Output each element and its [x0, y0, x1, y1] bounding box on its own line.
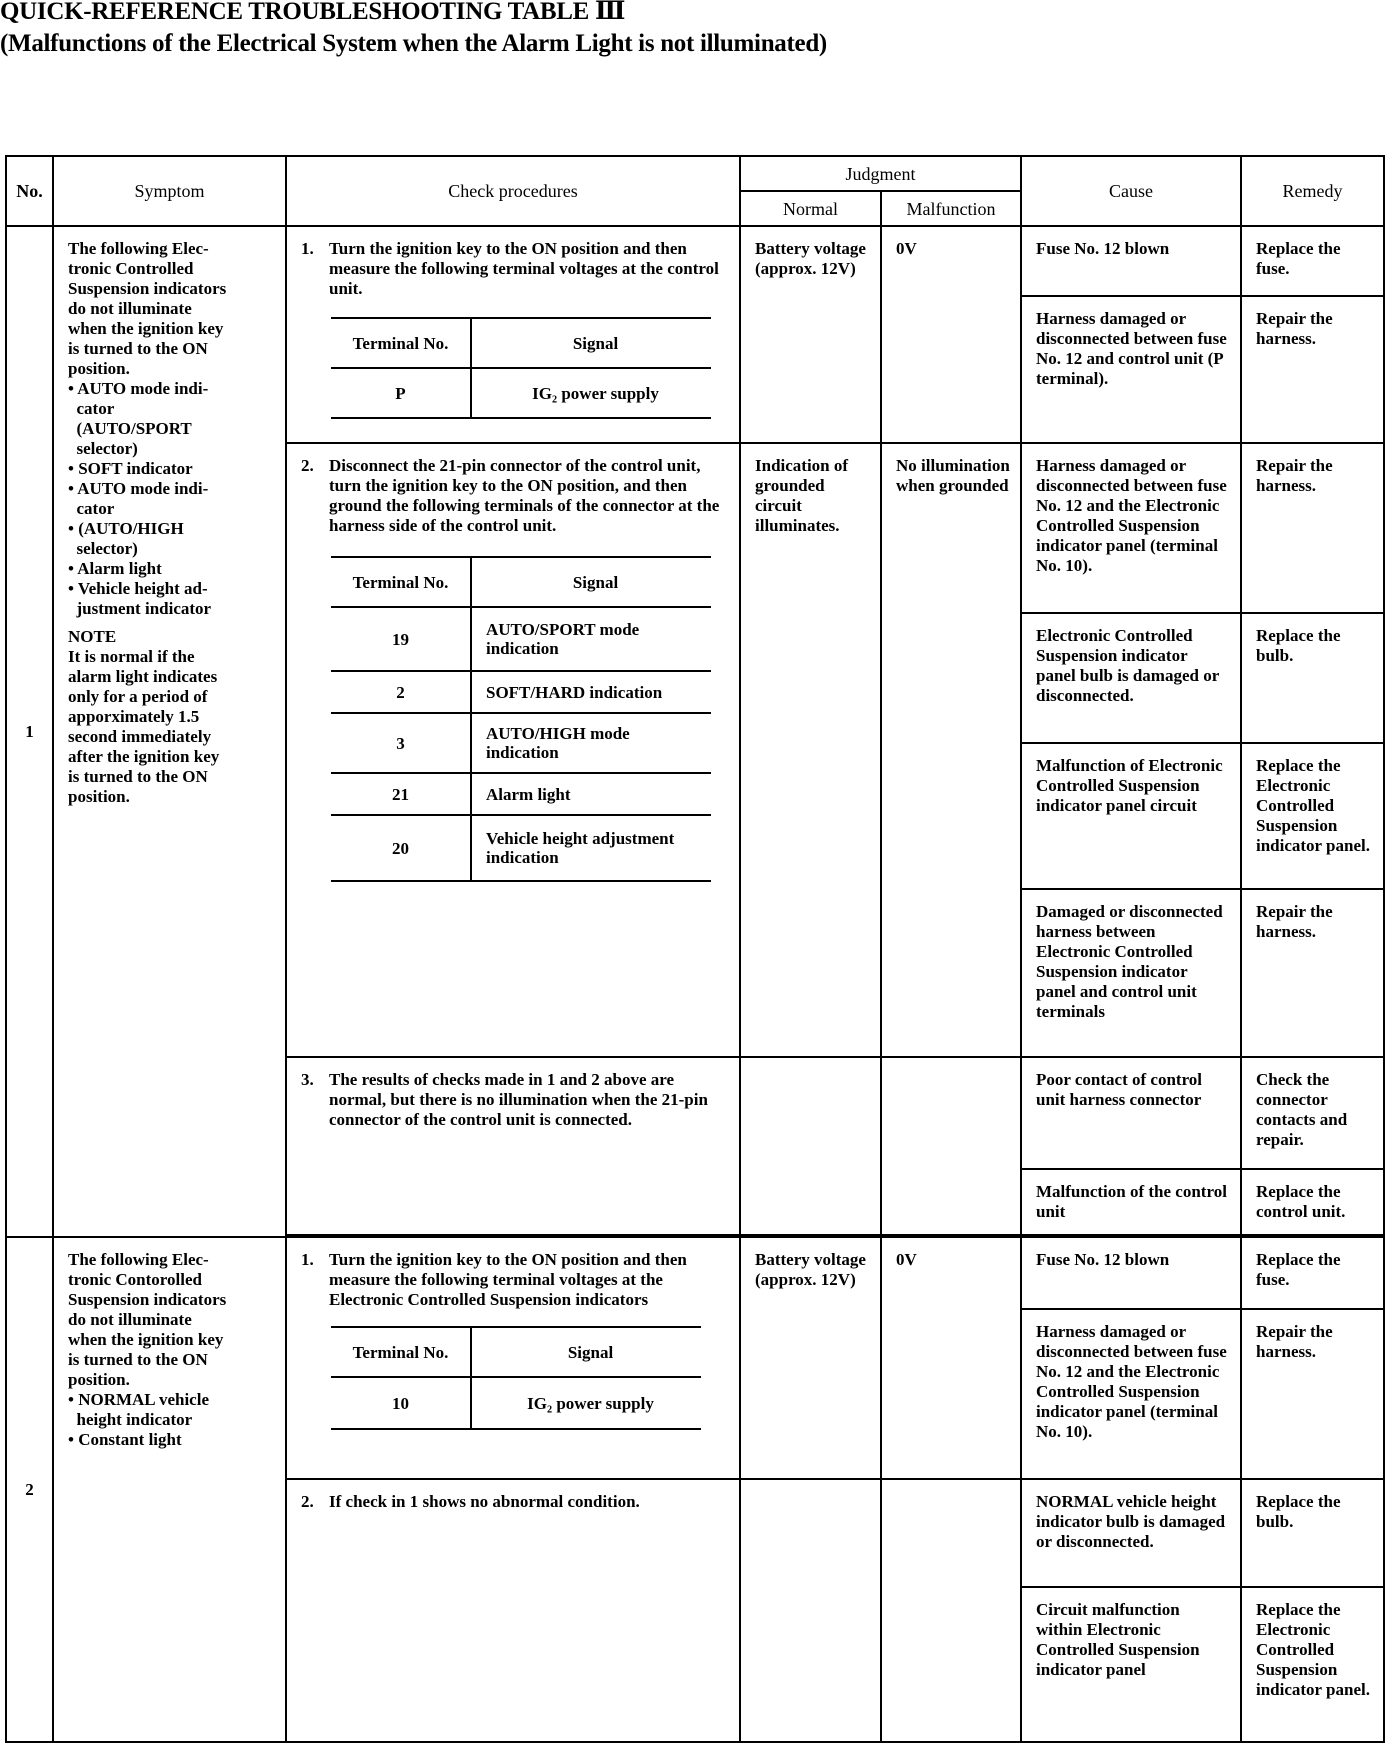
terminal-no: 3	[331, 713, 471, 773]
remedy-cell: Replace the fuse.	[1241, 226, 1384, 296]
symptom-line: do not illuminate	[68, 1310, 192, 1329]
signal-header: Signal	[471, 1327, 701, 1377]
troubleshooting-table	[5, 155, 1385, 1743]
symptom-line: position.	[68, 1370, 130, 1389]
terminal-table	[331, 317, 711, 419]
check-step	[286, 1479, 740, 1742]
step-text: The results of checks made in 1 and 2 above are normal, but there is no illumination when the 21-pin connector of the control unit is connected.	[329, 1070, 708, 1129]
symptom-line: is turned to the ON	[68, 1350, 208, 1369]
remedy-cell: Repair the harness.	[1241, 296, 1384, 443]
cause-cell: Malfunction of the control unit	[1021, 1169, 1241, 1235]
symptom-line: The following Elec-	[68, 1250, 209, 1269]
symptom-line: second immediately	[68, 727, 212, 746]
symptom-line: selector)	[68, 539, 138, 558]
header-no: No.	[6, 156, 53, 226]
header-cause: Cause	[1021, 156, 1241, 226]
symptom-line: (AUTO/SPORT	[68, 419, 192, 438]
check-step	[286, 226, 740, 443]
terminal-no: P	[331, 368, 471, 418]
symptom-line: Suspension indicators	[68, 279, 227, 298]
terminal-no: 21	[331, 773, 471, 815]
row-number: 1	[6, 226, 53, 1237]
malfunction-value: No illumination when grounded	[881, 443, 1021, 1057]
malfunction-empty	[881, 1057, 1021, 1235]
symptom-line: • Alarm light	[68, 559, 162, 578]
symptom-cell	[53, 226, 286, 1237]
symptom-line: tronic Controlled	[68, 259, 194, 278]
cause-cell: Fuse No. 12 blown	[1021, 1237, 1241, 1309]
header-check: Check procedures	[286, 156, 740, 226]
normal-empty	[740, 1057, 881, 1235]
cause-cell: Poor contact of control unit harness connector	[1021, 1057, 1241, 1169]
symptom-line: • Constant light	[68, 1430, 182, 1449]
symptom-line: justment indicator	[68, 599, 212, 618]
symptom-line: when the ignition key	[68, 319, 224, 338]
remedy-cell: Repair the harness.	[1241, 1309, 1384, 1479]
symptom-line: • (AUTO/HIGH	[68, 519, 184, 538]
header-judgment: Judgment	[740, 156, 1021, 191]
symptom-line: height indicator	[68, 1410, 193, 1429]
terminal-header: Terminal No.	[331, 318, 471, 368]
terminal-no: 2	[331, 671, 471, 713]
malfunction-value: 0V	[881, 226, 1021, 443]
symptom-line: apporximately 1.5	[68, 707, 200, 726]
terminal-header: Terminal No.	[331, 1327, 471, 1377]
step-number: 2.	[301, 456, 314, 475]
header-malfunction: Malfunction	[881, 191, 1021, 226]
step-number: 3.	[301, 1070, 314, 1089]
symptom-line: It is normal if the	[68, 647, 195, 666]
terminal-table	[331, 556, 711, 882]
note-list	[68, 647, 275, 807]
symptom-line: position.	[68, 359, 130, 378]
cause-cell: Damaged or disconnected harness between Electronic Controlled Suspension indicator panel and control unit terminals	[1021, 889, 1241, 1057]
symptom-line: when the ignition key	[68, 1330, 224, 1349]
note-title: NOTE	[68, 627, 117, 646]
cause-cell: Circuit malfunction within Electronic Controlled Suspension indicator panel	[1021, 1587, 1241, 1742]
remedy-cell: Replace the fuse.	[1241, 1237, 1384, 1309]
normal-value: Battery voltage (approx. 12V)	[740, 1237, 881, 1479]
symptom-line: • NORMAL vehicle	[68, 1390, 209, 1409]
cause-cell: Harness damaged or disconnected between fuse No. 12 and the Electronic Controlled Suspension indicator panel (terminal No. 10).	[1021, 443, 1241, 613]
remedy-cell: Replace the bulb.	[1241, 1479, 1384, 1587]
cause-cell: NORMAL vehicle height indicator bulb is damaged or disconnected.	[1021, 1479, 1241, 1587]
step-text: If check in 1 shows no abnormal condition.	[329, 1492, 640, 1511]
remedy-cell: Replace the Electronic Controlled Suspension indicator panel.	[1241, 743, 1384, 889]
remedy-cell: Repair the harness.	[1241, 889, 1384, 1057]
normal-empty	[740, 1479, 881, 1742]
cause-cell: Malfunction of Electronic Controlled Suspension indicator panel circuit	[1021, 743, 1241, 889]
header-symptom: Symptom	[53, 156, 286, 226]
terminal-signal: AUTO/SPORT mode indication	[471, 607, 711, 671]
check-step	[286, 443, 740, 1057]
terminal-no: 10	[331, 1377, 471, 1429]
check-step	[286, 1057, 740, 1235]
cause-cell: Harness damaged or disconnected between fuse No. 12 and the Electronic Controlled Suspension indicator panel (terminal No. 10).	[1021, 1309, 1241, 1479]
symptom-line: selector)	[68, 439, 138, 458]
symptom-line: cator	[68, 499, 115, 518]
cause-cell: Harness damaged or disconnected between fuse No. 12 and control unit (P terminal).	[1021, 296, 1241, 443]
malfunction-empty	[881, 1479, 1021, 1742]
symptom-line: alarm light indicates	[68, 667, 218, 686]
terminal-signal: Alarm light	[471, 773, 711, 815]
symptom-list	[68, 1250, 275, 1450]
step-number: 1.	[301, 239, 314, 258]
terminal-no: 19	[331, 607, 471, 671]
check-step	[286, 1237, 740, 1479]
symptom-line: is turned to the ON	[68, 767, 208, 786]
symptom-line: The following Elec-	[68, 239, 209, 258]
step-text: Turn the ignition key to the ON position and then measure the following terminal voltages at the Electronic Controlled Suspension indicators	[329, 1250, 687, 1309]
step-text: Disconnect the 21-pin connector of the control unit, turn the ignition key to the ON position, and then ground the following terminals of the connector at the harness side of the control unit.	[329, 456, 720, 535]
symptom-cell	[53, 1237, 286, 1742]
terminal-signal: IG₂ power supply	[471, 1377, 701, 1429]
symptom-line: is turned to the ON	[68, 339, 208, 358]
terminal-no: 20	[331, 815, 471, 881]
remedy-cell: Replace the bulb.	[1241, 613, 1384, 743]
symptom-line: • AUTO mode indi-	[68, 479, 209, 498]
symptom-line: only for a period of	[68, 687, 208, 706]
symptom-line: do not illuminate	[68, 299, 192, 318]
terminal-signal: Vehicle height adjustment indication	[471, 815, 711, 881]
signal-header: Signal	[471, 318, 711, 368]
cause-cell: Fuse No. 12 blown	[1021, 226, 1241, 296]
terminal-signal: SOFT/HARD indication	[471, 671, 711, 713]
symptom-line: Suspension indicators	[68, 1290, 227, 1309]
symptom-line: cator	[68, 399, 115, 418]
terminal-signal: AUTO/HIGH mode indication	[471, 713, 711, 773]
symptom-line: • Vehicle height ad-	[68, 579, 208, 598]
signal-header: Signal	[471, 557, 711, 607]
remedy-cell: Replace the control unit.	[1241, 1169, 1384, 1235]
malfunction-value: 0V	[881, 1237, 1021, 1479]
step-number: 1.	[301, 1250, 314, 1269]
symptom-list	[68, 239, 275, 619]
symptom-line: tronic Contorolled	[68, 1270, 202, 1289]
cause-cell: Electronic Controlled Suspension indicator panel bulb is damaged or disconnected.	[1021, 613, 1241, 743]
step-text: Turn the ignition key to the ON position and then measure the following terminal voltages at the control unit.	[329, 239, 719, 298]
terminal-header: Terminal No.	[331, 557, 471, 607]
remedy-cell: Check the connector contacts and repair.	[1241, 1057, 1384, 1169]
page-subtitle: (Malfunctions of the Electrical System when the Alarm Light is not illuminated)	[0, 30, 827, 57]
remedy-cell: Replace the Electronic Controlled Suspension indicator panel.	[1241, 1587, 1384, 1742]
symptom-line: after the ignition key	[68, 747, 220, 766]
header-normal: Normal	[740, 191, 881, 226]
page-title: QUICK-REFERENCE TROUBLESHOOTING TABLE Ⅲ	[0, 0, 626, 25]
symptom-line: position.	[68, 787, 130, 806]
header-remedy: Remedy	[1241, 156, 1384, 226]
remedy-cell: Repair the harness.	[1241, 443, 1384, 613]
symptom-line: • SOFT indicator	[68, 459, 193, 478]
normal-value: Battery voltage (approx. 12V)	[740, 226, 881, 443]
terminal-signal: IG₂ power supply	[471, 368, 711, 418]
symptom-line: • AUTO mode indi-	[68, 379, 209, 398]
normal-value: Indication of grounded circuit illuminates.	[740, 443, 881, 1057]
step-number: 2.	[301, 1492, 314, 1511]
terminal-table	[331, 1326, 701, 1430]
row-number: 2	[6, 1237, 53, 1742]
